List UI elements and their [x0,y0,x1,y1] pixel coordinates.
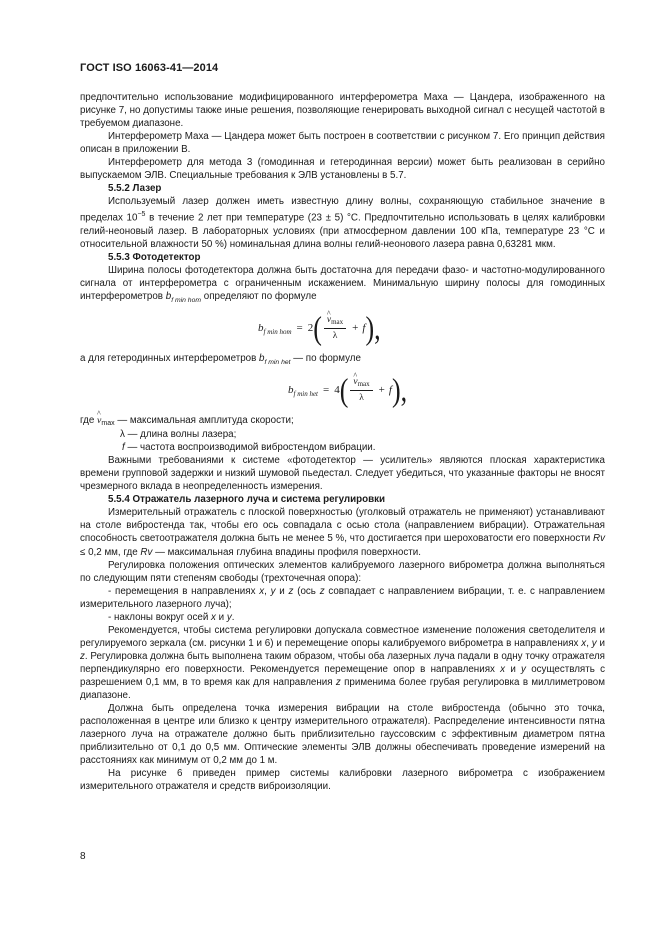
fraction: ^ $\frac{v_{max}}{\lambda}$ [350,376,372,405]
formula-heterodyne: b f min het = 4 ( ^ $\frac{v_{max}}{\lambda}$ + f ), [80,366,605,414]
definition-velocity: где ^ $v_{max}$ — максимальная амплитуда скорости; [80,414,605,428]
v-hat-symbol: ^ v [97,415,101,426]
section-heading-photodetector: 5.5.3 Фотодетектор [108,251,201,263]
paragraph-heterodyne: а для гетеродинных интерферометров $b_{f min het}$ — по формуле [80,353,361,367]
paragraph-photodetector: Ширина полосы фотодетектора должна быть достаточна для передачи фазо- и частотно-модулированного сигнала от интерферометра с ограниченным искажением. Минимальную ширину полосы для гомодинных интерферометров $b_{f min hom}$ определяют по формуле [80,264,605,304]
definition-frequency: f — частота воспроизводимой вибростендом вибрации. [122,442,376,454]
paragraph: Интерферометр Маха — Цандера может быть построен в соответствии с рисунком 7. Его принцип действия описан в приложении В. [80,131,605,156]
page-body [80,91,605,793]
list-item: - наклоны вокруг осей x и y. [108,611,235,623]
paragraph: Рекомендуется, чтобы система регулировки допускала совместное изменение положения светоделителя и регулируемого зеркала (см. рисунки 1 и 6) и перемещение опоры калибруемого виброметра в направлениях x, y и z. Регулировка должна быть выполнена таким образом, чтобы оба лазерных луча падали в одну точку отражателя перпендикулярно его поверхности. Рекомендуется перемещение опор в направлениях x и y осуществлять с разрешением 0,1 мм, в то время как для направления z применима более грубая регулировка в миллиметровом диапазоне. [80,624,605,702]
list-item: - перемещения в направлениях x, y и z (ось z совпадает с направлением вибрации, т. е. с направлением измерительного лазерного луча); [80,585,605,610]
paragraph: Регулировка положения оптических элементов калибруемого лазерного виброметра должна выполняться по следующим пяти степеням свободы (трехточечная опора): [80,559,605,584]
fraction: ^ $\frac{v_{max}}{\lambda}$ [324,314,346,343]
paragraph-reflector: Измерительный отражатель с плоской поверхностью (уголковый отражатель не применяют) устанавливают на столе вибростенда так, чтобы его ось совпадала с осью стола (направлением вибрации). Отражательная способность светоотражателя должна быть не менее 5 %, что достигается при шероховатости его поверхности Rv ≤ 0,2 мм, где Rv — максимальная глубина впадины профиля поверхности. [80,507,605,558]
paragraph: На рисунке 6 приведен пример системы калибровки лазерного виброметра с изображением измерительного отражателя и средств виброизоляции. [80,768,605,793]
section-heading-reflector: 5.5.4 Отражатель лазерного луча и система регулировки [108,494,386,506]
paragraph: Интерферометр для метода 3 (гомодинная и гетеродинная версии) может быть реализован в серийно выпускаемом ЭЛВ. Специальные требования к ЭЛВ установлены в 5.7. [80,157,605,182]
paragraph: Важными требованиями к системе «фотодетектор — усилитель» являются плоская характеристика времени групповой задержки и низкий шумовой пьедестал. Следует убедиться, что указанные факторы не вносят чрезмерного вклада в неопределенность измерения. [80,455,605,493]
formula-homodyne: b f min hom = 2 ( ^ $\frac{v_{max}}{\lambda}$ + f ), [80,304,605,352]
paragraph-laser: Используемый лазер должен иметь известную длину волны, сохраняющую стабильное значение в пределах $10^{-5}$ в течение 2 лет при температуре (23 ± 5) °C. Предпочтительно использовать в целях калибровки гелий-неоновый лазер. В лабораторных условиях (при атмосферном давлении 100 кПа, температуре 23 °C и относительной влажности 50 %) номинальная длина волны гелий-неонового лазера равна 0,63281 мкм. [80,196,605,250]
page-number: 8 [80,851,86,862]
definition-wavelength: λ — длина волны лазера; [120,429,237,441]
document-code-header: ГОСТ ISO 16063-41—2014 [80,62,219,74]
section-heading-laser: 5.5.2 Лазер [108,183,162,195]
paragraph: Должна быть определена точка измерения вибрации на столе вибростенда (обычно это точка, расположенная в центре или близко к центру измерительного отражателя). Распределение интенсивности пятна лазерного луча на отражателе должно быть приблизительно гауссовским с эффективным диаметром пятна приблизительно от 0,1 до 0,5 мм. Оптические элементы ЭЛВ должны обеспечивать проведение измерений на расстояниях как минимум от 0,2 мм до 1 м. [80,703,605,767]
paragraph: предпочтительно использование модифицированного интерферометра Маха — Цандера, изображенного на рисунке 7, но допустимы также иные решения, позволяющие генерировать выходной сигнал с несущей частотой в требуемом диапазоне. [80,92,605,130]
